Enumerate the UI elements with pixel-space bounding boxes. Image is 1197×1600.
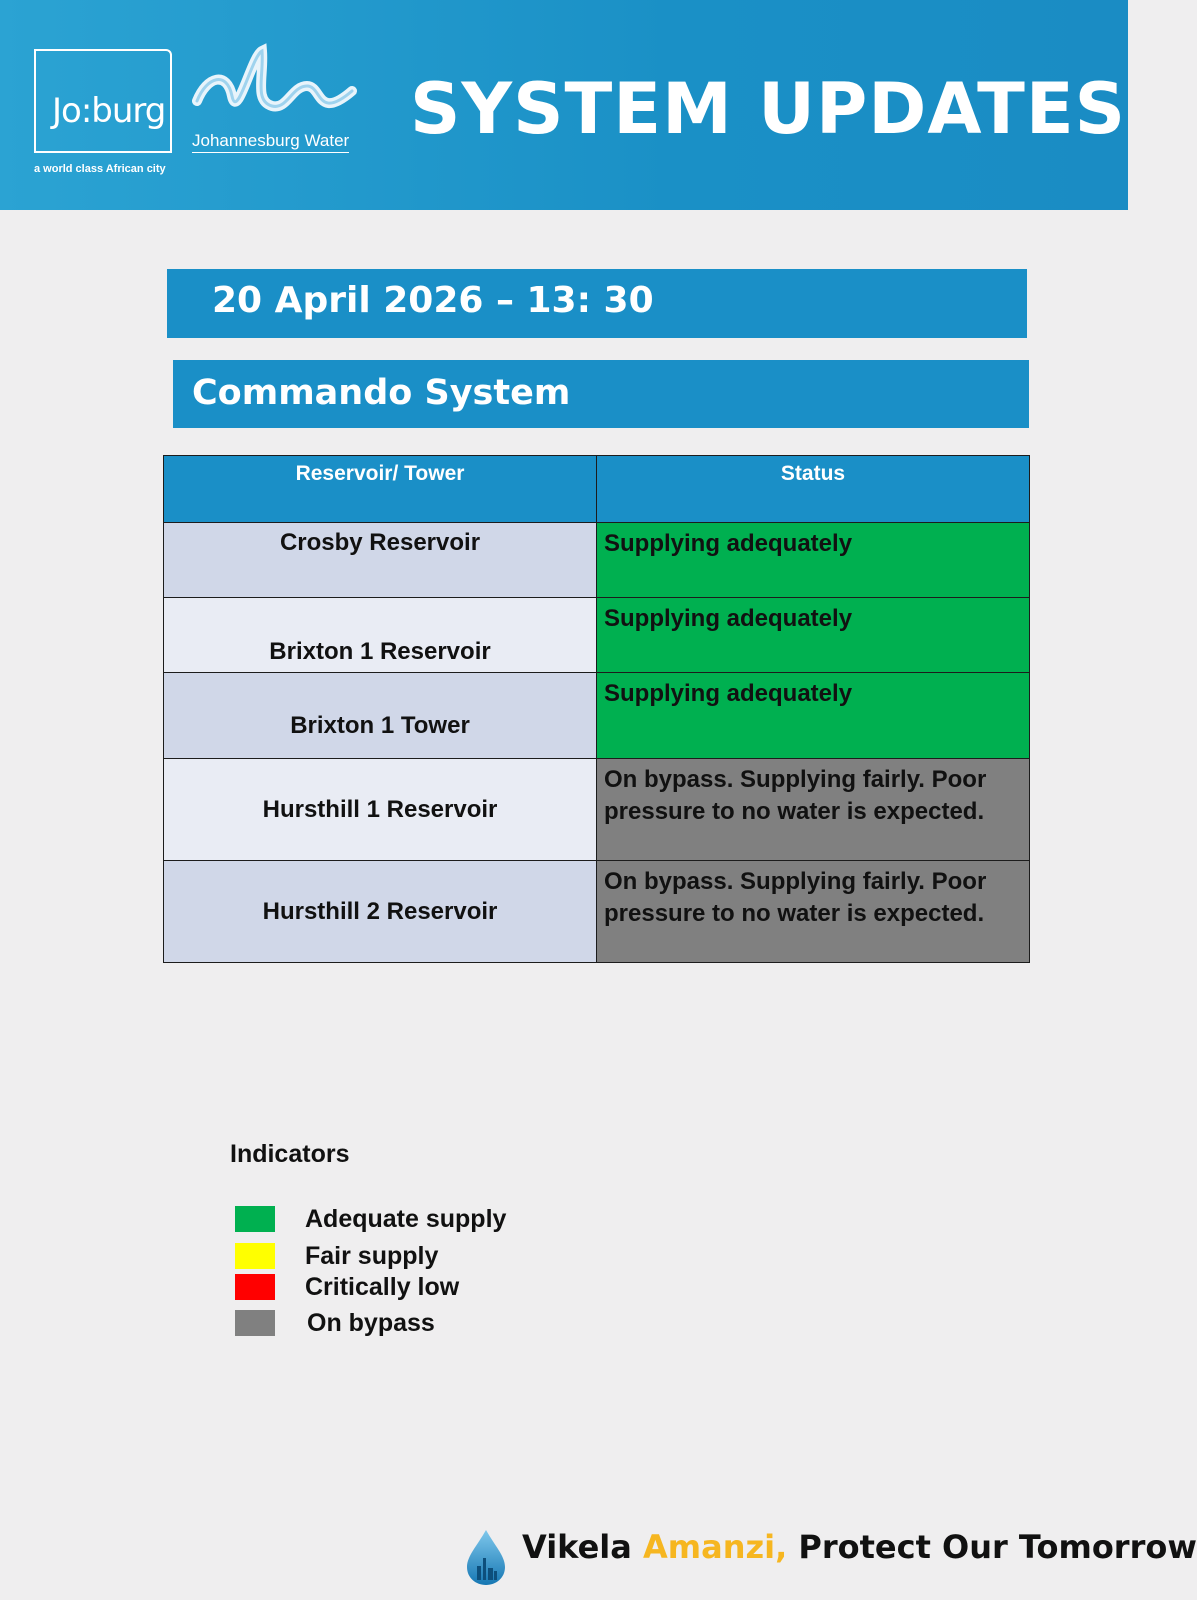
- legend-label: Adequate supply: [305, 1205, 507, 1233]
- joburg-tagline: a world class African city: [34, 163, 166, 175]
- reservoir-name: Hursthill 1 Reservoir: [164, 759, 597, 861]
- table-row: [164, 523, 1030, 598]
- water-drop-icon: [465, 1528, 507, 1586]
- table-row: [164, 861, 1030, 963]
- grey-swatch-icon: [235, 1310, 275, 1336]
- legend-label: Fair supply: [305, 1242, 439, 1270]
- yellow-swatch-icon: [235, 1243, 275, 1269]
- system-name-bar: Commando System: [173, 360, 1029, 428]
- reservoir-name: Crosby Reservoir: [164, 523, 597, 598]
- slogan-part-2: Protect Our Tomorrow: [787, 1528, 1197, 1566]
- status-cell: Supplying adequately: [597, 523, 1030, 598]
- johannesburg-water-name: Johannesburg Water: [192, 131, 349, 153]
- date-time-bar: 20 April 2026 – 13: 30: [167, 269, 1027, 338]
- reservoir-name: Brixton 1 Reservoir: [164, 598, 597, 673]
- column-header-reservoir: Reservoir/ Tower: [164, 456, 597, 523]
- table-row: [164, 598, 1030, 673]
- joburg-logo-text: Jo:burg: [52, 91, 166, 131]
- legend-label: Critically low: [305, 1273, 460, 1301]
- table-row: [164, 759, 1030, 861]
- slogan-part-1: Vikela: [522, 1528, 643, 1566]
- indicators-title: Indicators: [230, 1140, 350, 1168]
- status-cell: On bypass. Supplying fairly. Poor pressure to no water is expected.: [597, 861, 1030, 963]
- slogan-highlight: Amanzi,: [643, 1528, 788, 1566]
- header-banner: [0, 0, 1128, 210]
- column-header-status: Status: [597, 456, 1030, 523]
- joburg-logo: [34, 49, 172, 153]
- footer-slogan-text: [522, 1528, 1197, 1566]
- johannesburg-water-wave-icon: [192, 46, 362, 136]
- green-swatch-icon: [235, 1206, 275, 1232]
- reservoir-status-table: [163, 455, 1030, 963]
- table-header-row: [164, 456, 1030, 523]
- status-cell: Supplying adequately: [597, 598, 1030, 673]
- status-cell: Supplying adequately: [597, 673, 1030, 759]
- legend-label: On bypass: [307, 1309, 435, 1337]
- table-row: [164, 673, 1030, 759]
- status-cell: On bypass. Supplying fairly. Poor pressure to no water is expected.: [597, 759, 1030, 861]
- reservoir-name: Hursthill 2 Reservoir: [164, 861, 597, 963]
- red-swatch-icon: [235, 1274, 275, 1300]
- footer-slogan: [465, 1528, 1197, 1588]
- page-title: SYSTEM UPDATES: [410, 68, 1127, 150]
- reservoir-name: Brixton 1 Tower: [164, 673, 597, 759]
